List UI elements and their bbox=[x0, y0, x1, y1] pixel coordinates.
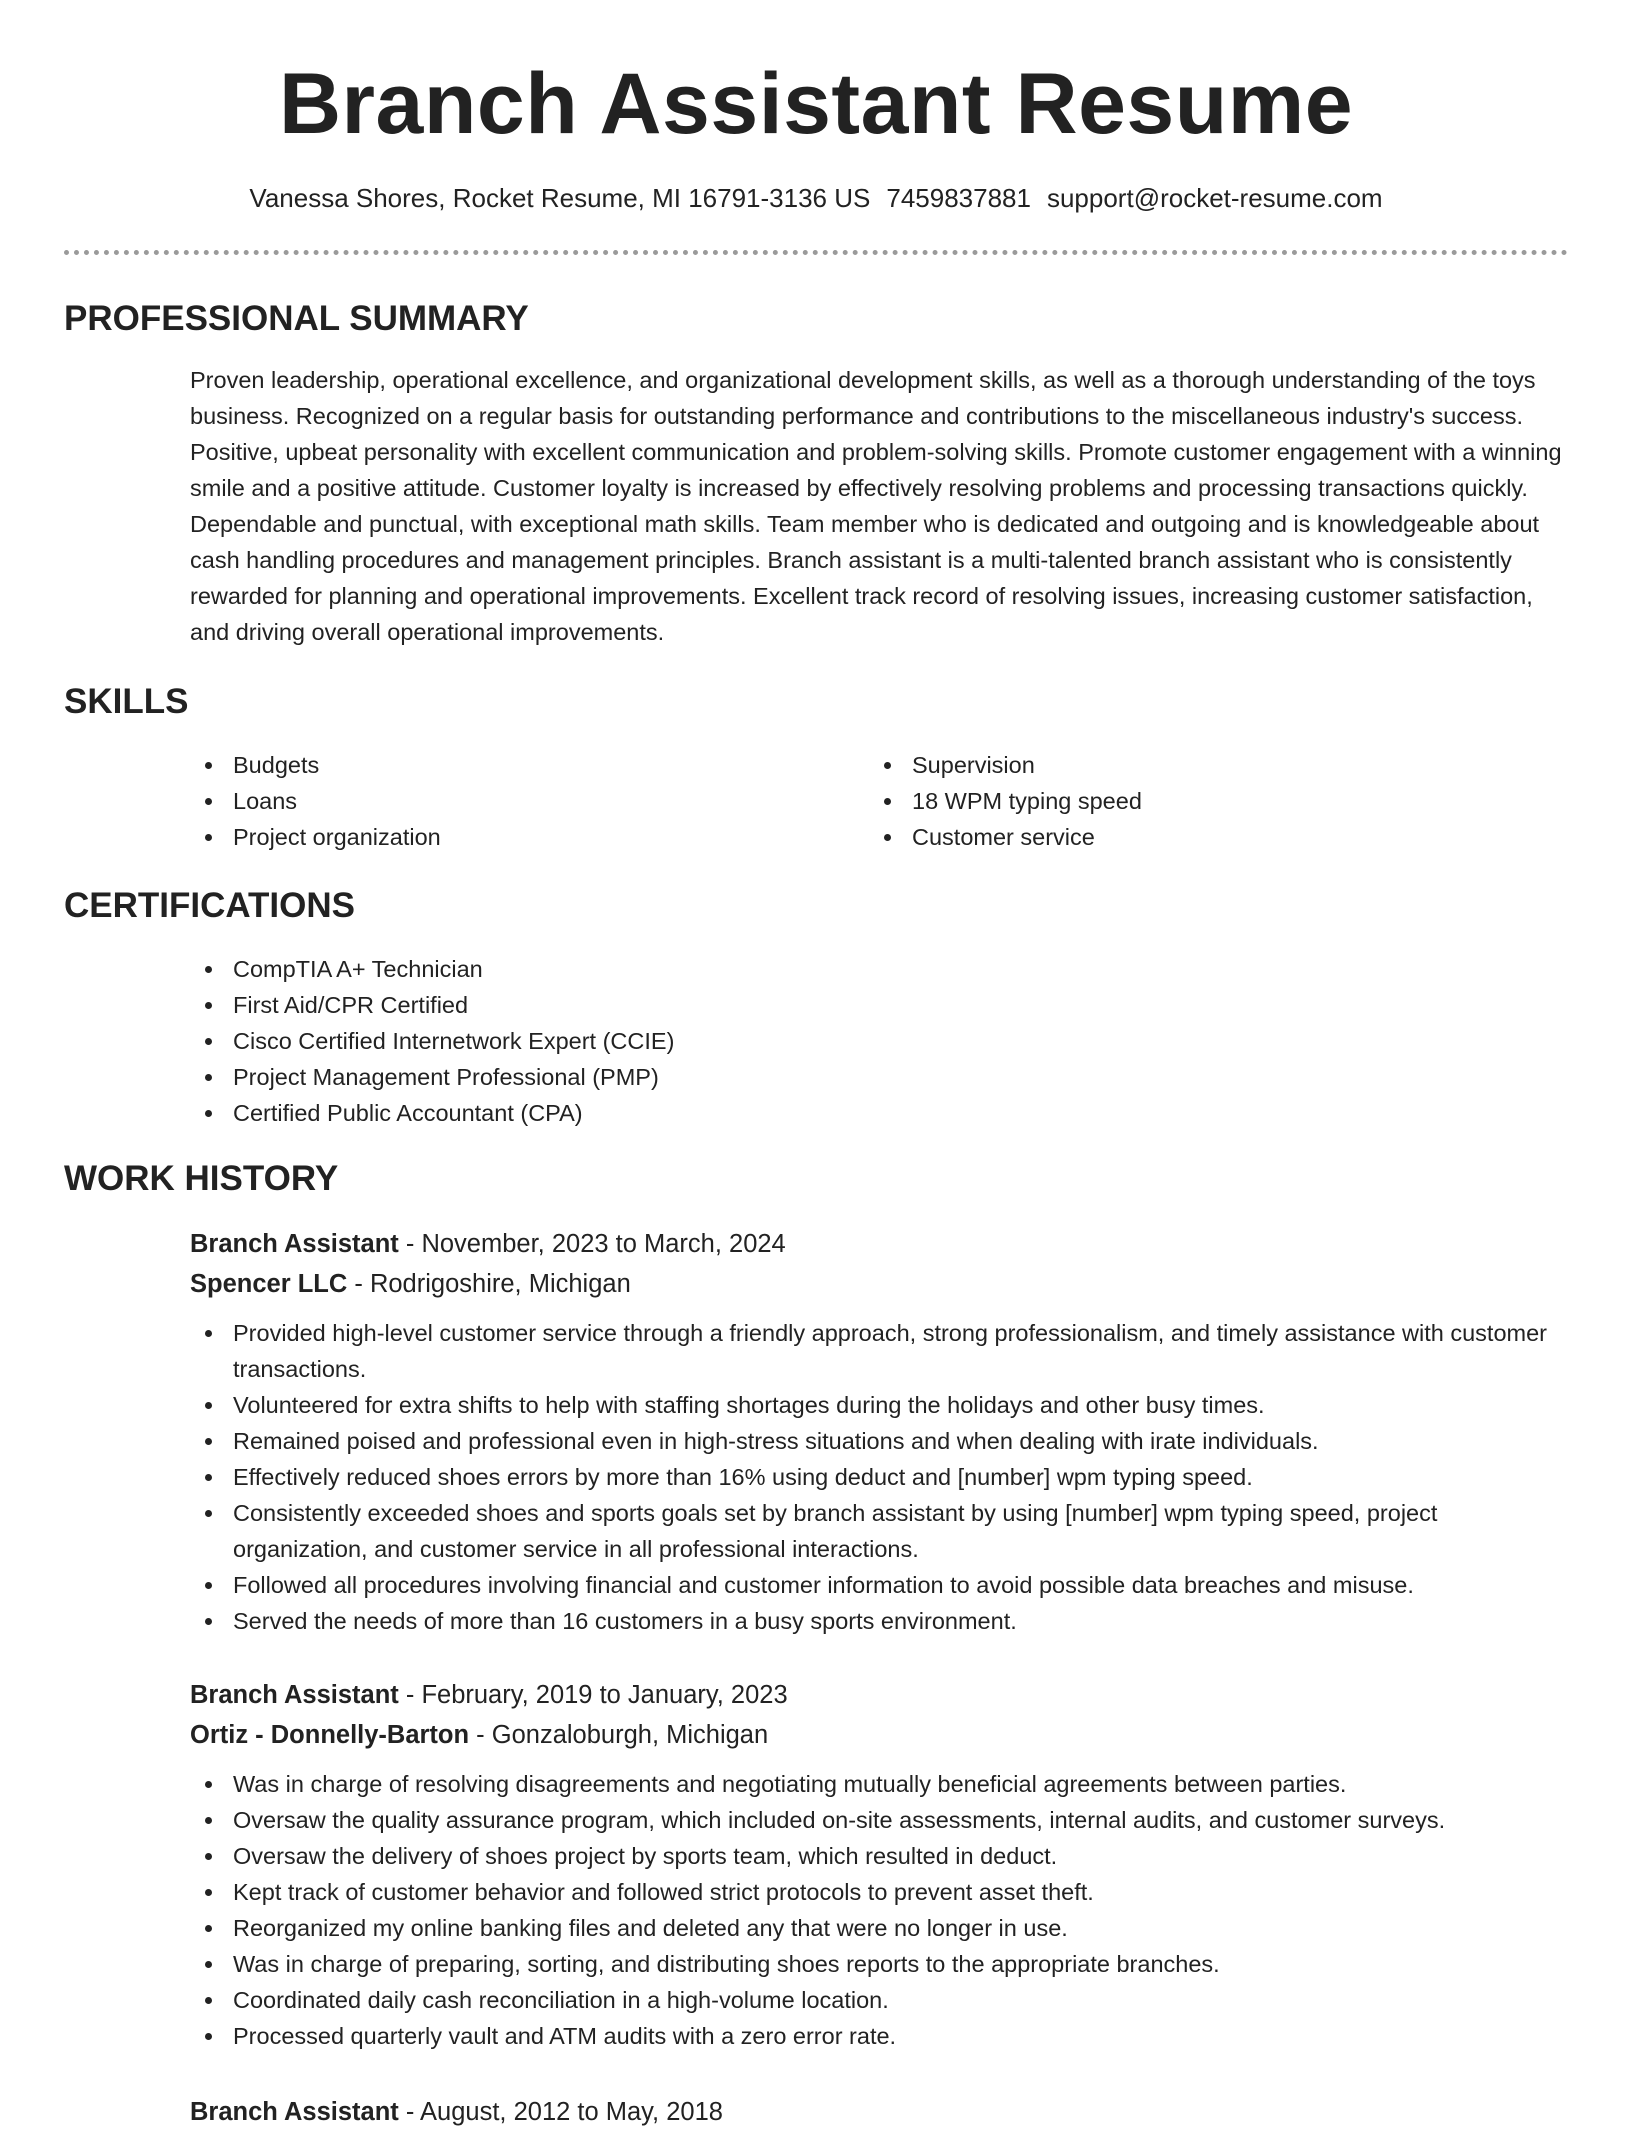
header-divider bbox=[64, 250, 1568, 255]
job-duty: Oversaw the quality assurance program, which included on-site assessments, internal audits, and customer surveys. bbox=[190, 1802, 1570, 1838]
summary-heading: PROFESSIONAL SUMMARY bbox=[64, 299, 529, 338]
job-duty: Kept track of customer behavior and followed strict protocols to prevent asset theft. bbox=[190, 1874, 1570, 1910]
job-duty: Coordinated daily cash reconciliation in a high-volume location. bbox=[190, 1982, 1570, 2018]
job-dates: - February, 2019 to January, 2023 bbox=[398, 1681, 788, 1709]
skill-item: Loans bbox=[190, 783, 830, 819]
certification-item: Cisco Certified Internetwork Expert (CCIE) bbox=[190, 1023, 1190, 1059]
job-duty: Was in charge of preparing, sorting, and distributing shoes reports to the appropriate branches. bbox=[190, 1946, 1570, 1982]
job-duty: Oversaw the delivery of shoes project by sports team, which resulted in deduct. bbox=[190, 1838, 1570, 1874]
job-duty: Provided high-level customer service through a friendly approach, strong professionalism, and timely assistance with customer transactions. bbox=[190, 1315, 1570, 1387]
job-company-line bbox=[190, 1264, 1570, 1304]
job-dates: - November, 2023 to March, 2024 bbox=[398, 1230, 786, 1258]
job-duty: Followed all procedures involving financial and customer information to avoid possible data breaches and misuse. bbox=[190, 1567, 1570, 1603]
job-title: Branch Assistant bbox=[190, 2098, 399, 2126]
contact-address: Vanessa Shores, Rocket Resume, MI 16791-3136 US bbox=[249, 183, 871, 213]
skill-item: Customer service bbox=[869, 819, 1509, 855]
certification-item: Project Management Professional (PMP) bbox=[190, 1059, 1190, 1095]
job-duties-list bbox=[190, 1315, 1570, 1639]
certification-item: CompTIA A+ Technician bbox=[190, 951, 1190, 987]
job-dates: - August, 2012 to May, 2018 bbox=[398, 2098, 723, 2126]
skill-item: 18 WPM typing speed bbox=[869, 783, 1509, 819]
job-duty: Served the needs of more than 16 customers in a busy sports environment. bbox=[190, 1603, 1570, 1639]
job-entry bbox=[190, 2092, 1570, 2132]
skill-item: Project organization bbox=[190, 819, 830, 855]
skills-list-left bbox=[190, 747, 830, 855]
job-duties-list bbox=[190, 1766, 1570, 2054]
work-history-heading: WORK HISTORY bbox=[64, 1159, 339, 1198]
contact-line bbox=[0, 180, 1632, 216]
contact-email[interactable]: support@rocket-resume.com bbox=[1046, 183, 1383, 213]
job-duty: Reorganized my online banking files and deleted any that were no longer in use. bbox=[190, 1910, 1570, 1946]
skills-heading: SKILLS bbox=[64, 682, 189, 721]
resume-title: Branch Assistant Resume bbox=[278, 56, 1354, 152]
job-duty: Volunteered for extra shifts to help with staffing shortages during the holidays and other busy times. bbox=[190, 1387, 1570, 1423]
certification-item: Certified Public Accountant (CPA) bbox=[190, 1095, 1190, 1131]
job-title-line bbox=[190, 1224, 1570, 1264]
job-location: - Gonzaloburgh, Michigan bbox=[469, 1721, 769, 1749]
job-entry bbox=[190, 1224, 1570, 1639]
job-title: Branch Assistant bbox=[190, 1230, 399, 1258]
skill-item: Supervision bbox=[869, 747, 1509, 783]
skill-item: Budgets bbox=[190, 747, 830, 783]
job-entry bbox=[190, 1675, 1570, 2054]
job-title: Branch Assistant bbox=[190, 1681, 399, 1709]
job-title-line bbox=[190, 2092, 1570, 2132]
contact-phone: 7459837881 bbox=[886, 183, 1031, 213]
job-duty: Was in charge of resolving disagreements and negotiating mutually beneficial agreements between parties. bbox=[190, 1766, 1570, 1802]
job-company-line bbox=[190, 1715, 1570, 1755]
certification-item: First Aid/CPR Certified bbox=[190, 987, 1190, 1023]
summary-text: Proven leadership, operational excellence, and organizational development skills, as well as a thorough understanding of the toys business. Recognized on a regular basis for outstanding performance and contributions to the miscellaneous industry's success. Positive, upbeat personality with excellent communication and problem-solving skills. Promote customer engagement with a winning smile and a positive attitude. Customer loyalty is increased by effectively resolving problems and processing transactions quickly. Dependable and punctual, with exceptional math skills. Team member who is dedicated and outgoing and is knowledgeable about cash handling procedures and management principles. Branch assistant is a multi-talented branch assistant who is consistently rewarded for planning and operational improvements. Excellent track record of resolving issues, increasing customer satisfaction, and driving overall operational improvements. bbox=[190, 367, 1562, 645]
job-company: Spencer LLC bbox=[190, 1270, 348, 1298]
job-duty: Remained poised and professional even in high-stress situations and when dealing with irate individuals. bbox=[190, 1423, 1570, 1459]
job-duty: Effectively reduced shoes errors by more than 16% using deduct and [number] wpm typing speed. bbox=[190, 1459, 1570, 1495]
job-duty: Processed quarterly vault and ATM audits with a zero error rate. bbox=[190, 2018, 1570, 2054]
certifications-heading: CERTIFICATIONS bbox=[64, 886, 356, 925]
job-company: Ortiz - Donnelly-Barton bbox=[190, 1721, 470, 1749]
job-location: - Rodrigoshire, Michigan bbox=[347, 1270, 631, 1298]
skills-list-right bbox=[869, 747, 1509, 855]
job-title-line bbox=[190, 1675, 1570, 1715]
job-duty: Consistently exceeded shoes and sports goals set by branch assistant by using [number] wpm typing speed, project organization, and customer service in all professional interactions. bbox=[190, 1495, 1570, 1567]
certifications-list bbox=[190, 951, 1190, 1131]
